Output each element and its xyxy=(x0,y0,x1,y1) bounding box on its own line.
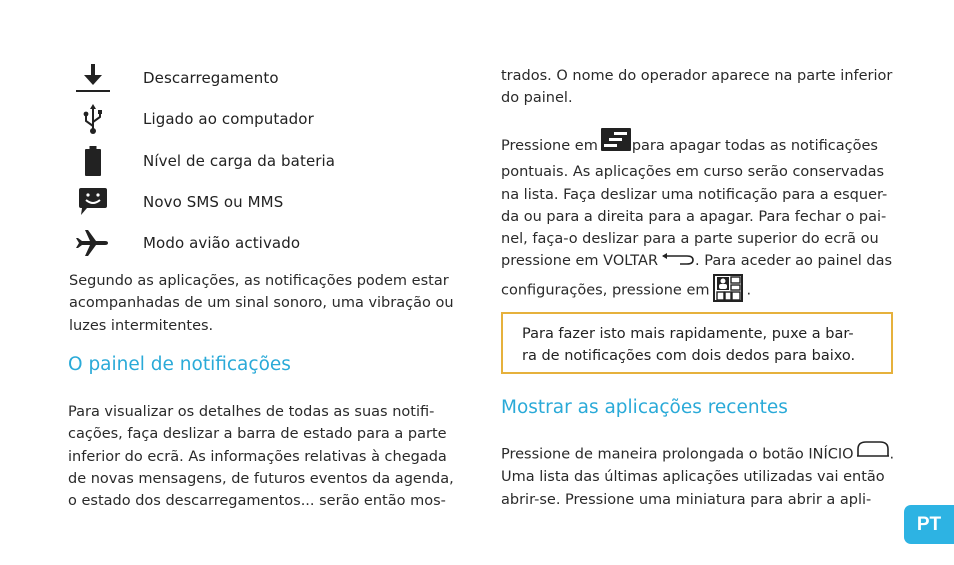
text-line: pontuais. As aplicações em curso serão conservadas xyxy=(501,164,885,181)
home-button-icon xyxy=(856,441,890,464)
text-fragment: . xyxy=(889,446,895,463)
tip-text xyxy=(522,323,855,368)
text-line: cações, faça deslizar a barra de estado para a parte xyxy=(68,426,447,443)
text-line: luzes intermitentes. xyxy=(69,317,214,334)
status-icon-row-usb xyxy=(70,101,470,137)
text-fragment: para apagar todas as notificações xyxy=(631,138,878,155)
notification-panel-paragraph xyxy=(68,401,463,512)
back-arrow-icon xyxy=(661,250,695,272)
text-fragment: Pressione em xyxy=(501,138,598,155)
text-line: acompanhadas de um sinal sonoro, uma vibração ou xyxy=(69,295,454,312)
text-line: na lista. Faça deslizar uma notificação para a esquer- xyxy=(501,186,888,203)
text-fragment: . xyxy=(746,282,752,299)
intro-paragraph xyxy=(69,270,463,337)
settings-icon xyxy=(713,274,743,309)
text-line: nel, faça-o deslizar para a parte superior do ecrã ou xyxy=(501,231,879,248)
text-line: Segundo as aplicações, as notificações podem estar xyxy=(69,273,449,289)
sms-icon xyxy=(70,184,116,220)
text-line: o estado dos descarregamentos... serão então mos- xyxy=(68,493,446,510)
text-line: inferior do ecrã. As informações relativas à chegada xyxy=(68,448,447,465)
text-line: trados. O nome do operador aparece na parte inferior xyxy=(501,68,893,84)
language-badge: PT xyxy=(904,505,954,544)
status-icon-row-download xyxy=(70,60,470,96)
status-label: Novo SMS ou MMS xyxy=(143,193,284,211)
text-fragment: configurações, pressione em xyxy=(501,282,710,299)
text-line: da ou para a direita para a apagar. Para fechar o pai- xyxy=(501,208,887,225)
text-line: Para visualizar os detalhes de todas as suas notifi- xyxy=(68,404,435,420)
status-icon-row-airplane xyxy=(70,225,470,261)
text-line xyxy=(501,250,896,272)
status-label: Nível de carga da bateria xyxy=(143,152,336,170)
text-fragment: Pressione de maneira prolongada o botão INÍCIO xyxy=(501,446,854,463)
text-line xyxy=(501,273,896,308)
status-icon-row-battery xyxy=(70,143,470,179)
text-line xyxy=(501,443,896,466)
section-heading-recent-apps: Mostrar as aplicações recentes xyxy=(501,397,788,418)
battery-icon xyxy=(70,143,116,179)
usb-icon xyxy=(70,101,116,137)
text-line: abrir-se. Pressione uma miniatura para abrir a apli- xyxy=(501,491,872,508)
text-line: ra de notificações com dois dedos para baixo. xyxy=(522,348,856,365)
text-line xyxy=(501,131,896,161)
download-icon xyxy=(70,60,116,96)
status-label: Ligado ao computador xyxy=(143,110,314,128)
status-label: Modo avião activado xyxy=(143,234,301,252)
status-icon-row-sms xyxy=(70,184,470,220)
airplane-icon xyxy=(70,225,116,261)
text-line: de novas mensagens, de futuros eventos da agenda, xyxy=(68,470,454,487)
text-line: Uma lista das últimas aplicações utilizadas vai então xyxy=(501,469,885,486)
tip-note-box xyxy=(501,312,893,374)
section-heading-notification-panel: O painel de notificações xyxy=(68,354,291,375)
recent-apps-paragraph xyxy=(501,443,896,511)
text-fragment: . Para aceder ao painel das xyxy=(695,253,893,270)
text-fragment: pressione em VOLTAR xyxy=(501,253,659,270)
clear-notifications-paragraph xyxy=(501,131,896,308)
continuation-paragraph xyxy=(501,65,896,110)
clear-notifications-icon xyxy=(601,128,631,158)
status-label: Descarregamento xyxy=(143,69,279,87)
text-line: Para fazer isto mais rapidamente, puxe a bar- xyxy=(522,326,854,342)
text-line: do painel. xyxy=(501,90,573,107)
